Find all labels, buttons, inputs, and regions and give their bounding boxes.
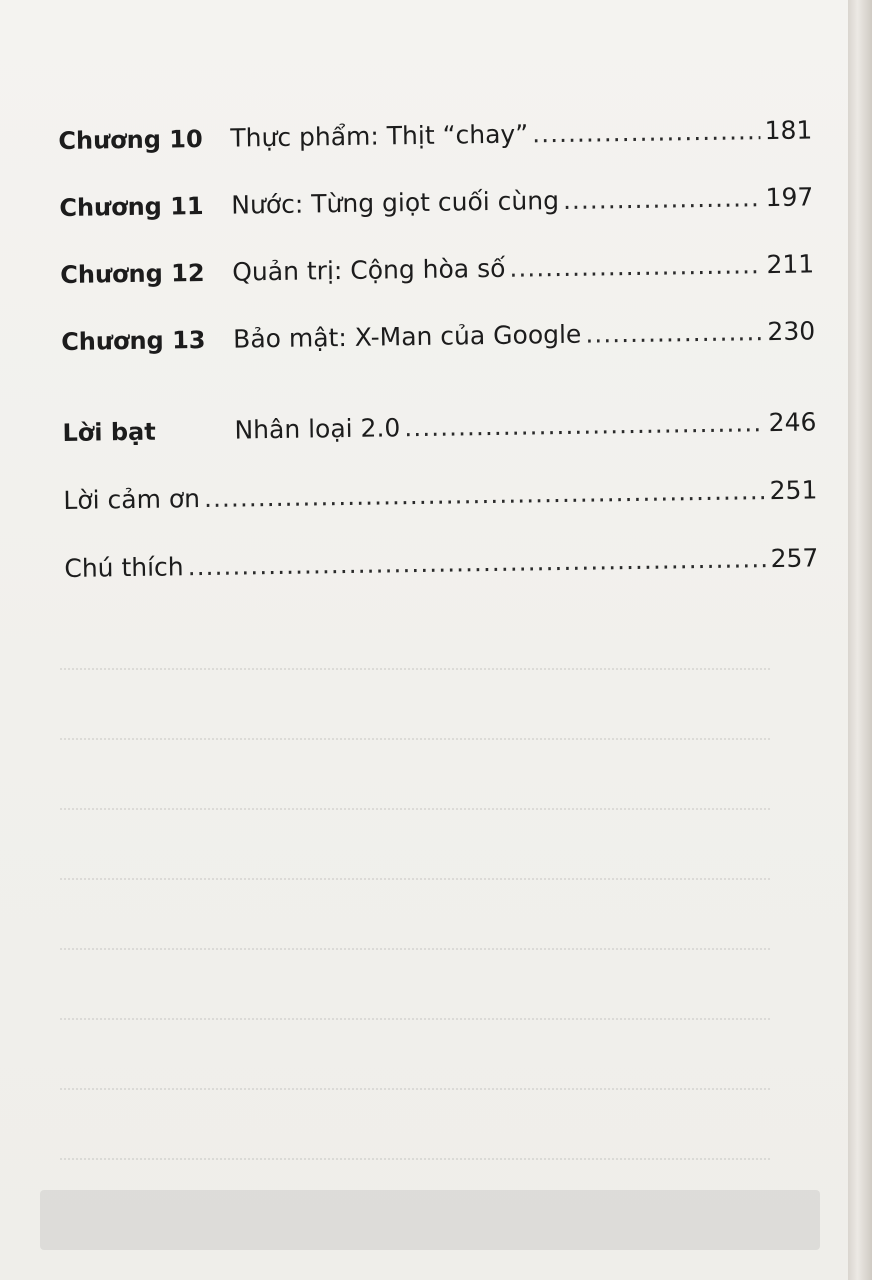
section-title: Chú thích <box>64 552 184 583</box>
chapter-title: Thực phẩm: Thịt “chay” <box>230 119 529 153</box>
chapter-number: Chương 10 <box>58 124 203 155</box>
page-number: 251 <box>769 475 818 506</box>
bleed-through-logo <box>40 1190 820 1250</box>
chapter-title: Nước: Từng giọt cuối cùng <box>231 186 560 220</box>
chapter-number: Chương 12 <box>60 258 205 289</box>
page-number: 211 <box>766 249 815 280</box>
dot-leader <box>509 250 763 284</box>
dot-leader <box>404 408 765 443</box>
page-number: 230 <box>767 316 816 347</box>
section-label: Lời bạt <box>62 417 156 447</box>
chapter-number: Chương 11 <box>59 191 204 222</box>
page-number: 257 <box>770 543 819 574</box>
bleed-through-shadow <box>40 600 830 1160</box>
section-title: Lời cảm ơn <box>63 484 201 515</box>
page-number: 181 <box>764 115 813 146</box>
chapter-title: Bảo mật: X-Man của Google <box>232 319 582 354</box>
dot-leader <box>585 317 764 349</box>
section-title: Nhân loại 2.0 <box>234 413 401 445</box>
dot-leader <box>563 183 762 216</box>
page-number: 197 <box>765 182 814 213</box>
page-number: 246 <box>768 407 817 438</box>
chapter-title: Quản trị: Cộng hòa số <box>232 253 506 287</box>
page-edge <box>848 0 872 1280</box>
dot-leader <box>532 116 761 149</box>
chapter-number: Chương 13 <box>61 325 206 356</box>
